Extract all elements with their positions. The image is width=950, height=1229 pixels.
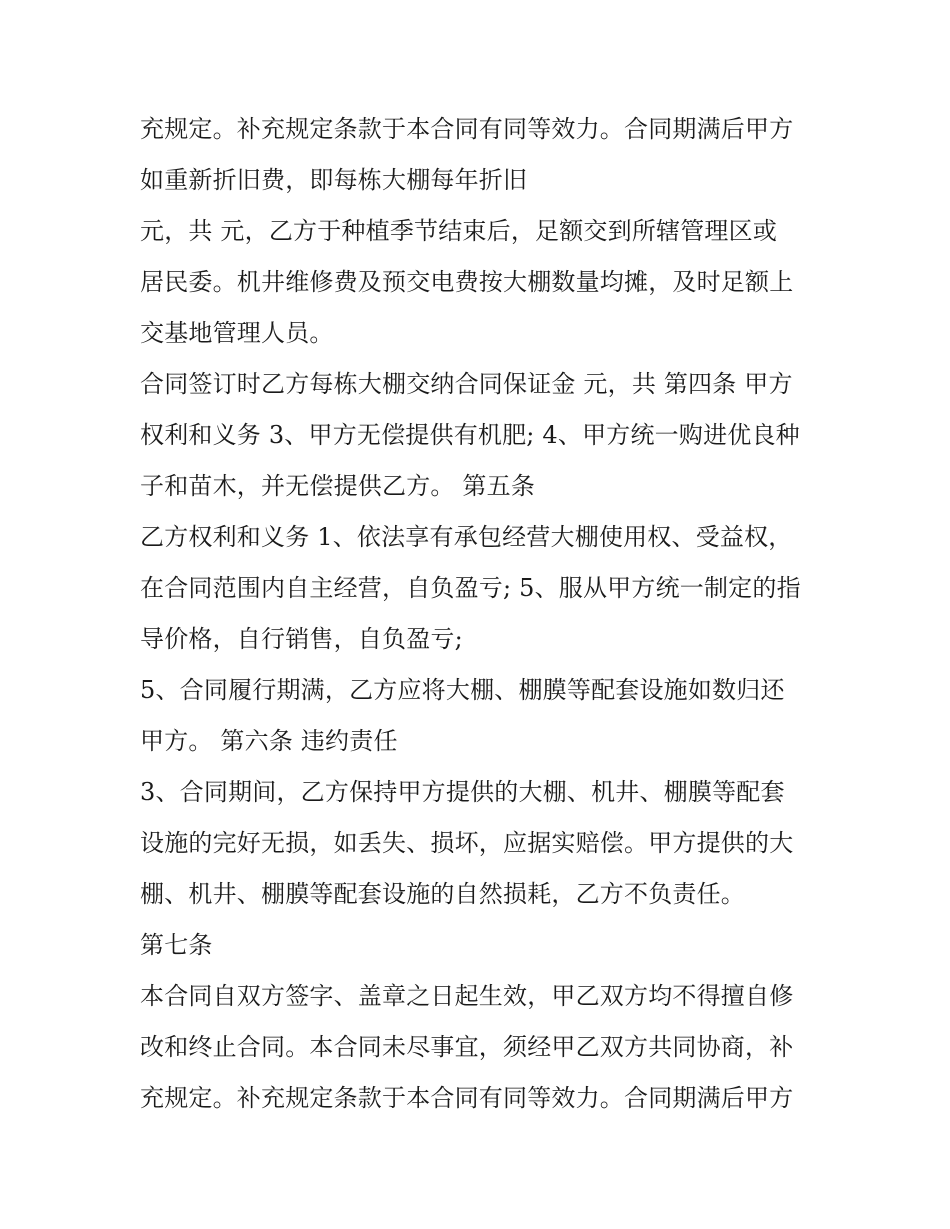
text-line: 改和终止合同。本合同未尽事宜，须经甲乙双方共同协商，补 [140,1033,794,1061]
text-line: 设施的完好无损，如丢失、损坏，应据实赔偿。甲方提供的大 [140,829,794,857]
text-line: 导价格，自行销售，自负盈亏; [140,625,463,653]
text-line: 甲方。 第六条 违约责任 [140,727,398,755]
text-line: 如重新折旧费，即每栋大棚每年折旧 [140,166,528,194]
text-line: 在合同范围内自主经营，自负盈亏; 5、服从甲方统一制定的指 [140,574,801,602]
text-line: 合同签订时乙方每栋大棚交纳合同保证金 元，共 第四条 甲方 [140,370,793,398]
text-line: 元，共 元，乙方于种植季节结束后，足额交到所辖管理区或 [140,217,778,245]
text-line: 充规定。补充规定条款于本合同有同等效力。合同期满后甲方 [140,1084,794,1112]
text-line: 子和苗木，并无偿提供乙方。 第五条 [140,472,536,500]
text-line: 5、合同履行期满，乙方应将大棚、棚膜等配套设施如数归还 [140,676,785,704]
text-line: 棚、机井、棚膜等配套设施的自然损耗，乙方不负责任。 [140,880,745,908]
text-line: 本合同自双方签字、盖章之日起生效，甲乙双方均不得擅自修 [140,982,794,1010]
text-line: 3、合同期间，乙方保持甲方提供的大棚、机井、棚膜等配套 [140,778,785,806]
text-line: 交基地管理人员。 [140,319,334,347]
text-line: 第七条 [140,931,213,959]
text-line: 乙方权利和义务 1、依法享有承包经营大棚使用权、受益权， [140,523,793,551]
text-line: 充规定。补充规定条款于本合同有同等效力。合同期满后甲方 [140,115,794,143]
document-body [140,104,820,1124]
text-line: 权利和义务 3、甲方无偿提供有机肥; 4、甲方统一购进优良种 [140,421,800,449]
text-line: 居民委。机井维修费及预交电费按大棚数量均摊，及时足额上 [140,268,794,296]
